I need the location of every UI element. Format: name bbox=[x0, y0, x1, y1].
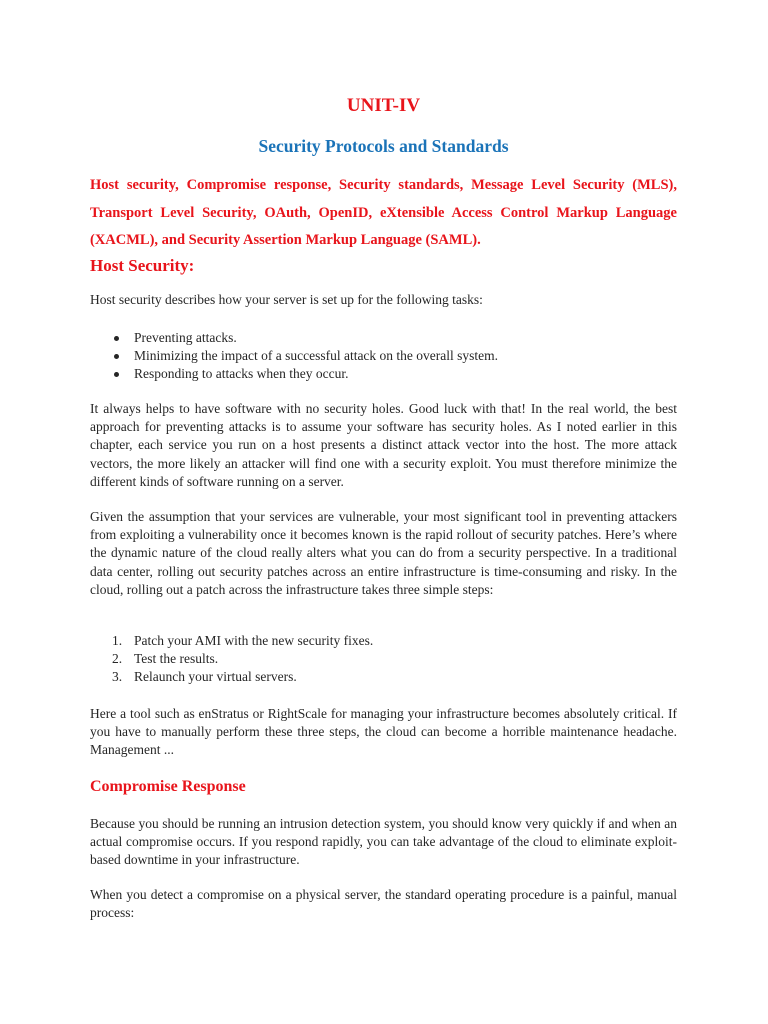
list-item-text: Preventing attacks. bbox=[134, 330, 237, 345]
host-security-paragraph-2: Given the assumption that your services are vulnerable, your most significant tool in preventing attackers from exploiting a vulnerability once it becomes known is the rapid rollout of security patches. Here’s where the dynamic nature of the cloud really alters what you can do from a security perspective. In a traditional data center, rolling out security patches across an entire infrastructure is time-consuming and risky. In the cloud, rolling out a patch across the infrastructure takes three simple steps: bbox=[90, 509, 677, 597]
list-item-text: Relaunch your virtual servers. bbox=[134, 669, 297, 685]
host-security-intro: Host security describes how your server is set up for the following tasks: bbox=[90, 292, 483, 307]
host-security-paragraph-1: It always helps to have software with no security holes. Good luck with that! In the real world, the best approach for preventing attacks is to assume your software has security holes. As I noted earlier in this chapter, each service you run on a host presents a distinct attack vector into the host. The more attack vectors, the more likely an attacker will find one with a security exploit. You must therefore minimize the different kinds of software running on a server. bbox=[90, 401, 677, 489]
compromise-response-paragraph-2: When you detect a compromise on a physical server, the standard operating procedure is a painful, manual process: bbox=[90, 887, 677, 921]
compromise-response-paragraph-1: Because you should be running an intrusion detection system, you should know very quickly if and when an actual compromise occurs. If you respond rapidly, you can take advantage of the cloud to eliminate exploit-based downtime in your infrastructure. bbox=[90, 816, 677, 868]
list-item-text: Patch your AMI with the new security fixes. bbox=[134, 633, 374, 648]
unit-title: UNIT-IV bbox=[346, 95, 421, 116]
topics-list: Host security, Compromise response, Security standards, Message Level Security (MLS), Transport Level Security, OAuth, OpenID, eXtensible Access Control Markup Language (XACML), and Security Assertion Markup Language (SAML). bbox=[90, 177, 677, 248]
list-item bbox=[112, 347, 672, 365]
list-item-text: Minimizing the impact of a successful attack on the overall system. bbox=[134, 348, 499, 364]
list-item bbox=[112, 668, 672, 686]
list-item bbox=[112, 632, 672, 650]
compromise-response-heading: Compromise Response bbox=[90, 778, 246, 795]
bullet-icon bbox=[114, 372, 119, 377]
list-item-number: 1. bbox=[112, 633, 123, 648]
list-item-text: Test the results. bbox=[134, 651, 219, 667]
list-item bbox=[112, 650, 672, 668]
list-item-number: 3. bbox=[112, 669, 123, 685]
bullet-icon bbox=[114, 336, 119, 341]
host-security-heading: Host Security: bbox=[90, 256, 195, 275]
host-security-tasks bbox=[112, 329, 672, 384]
list-item bbox=[112, 329, 672, 347]
list-item-text: Responding to attacks when they occur. bbox=[134, 366, 349, 382]
host-security-paragraph-3: Here a tool such as enStratus or RightScale for managing your infrastructure becomes absolutely critical. If you have to manually perform these three steps, the cloud can become a horrible maintenance headache. Management ... bbox=[90, 706, 677, 758]
patch-steps bbox=[112, 632, 672, 687]
subject-title: Security Protocols and Standards bbox=[258, 136, 509, 156]
list-item-number: 2. bbox=[112, 651, 123, 667]
bullet-icon bbox=[114, 354, 119, 359]
list-item bbox=[112, 365, 672, 383]
